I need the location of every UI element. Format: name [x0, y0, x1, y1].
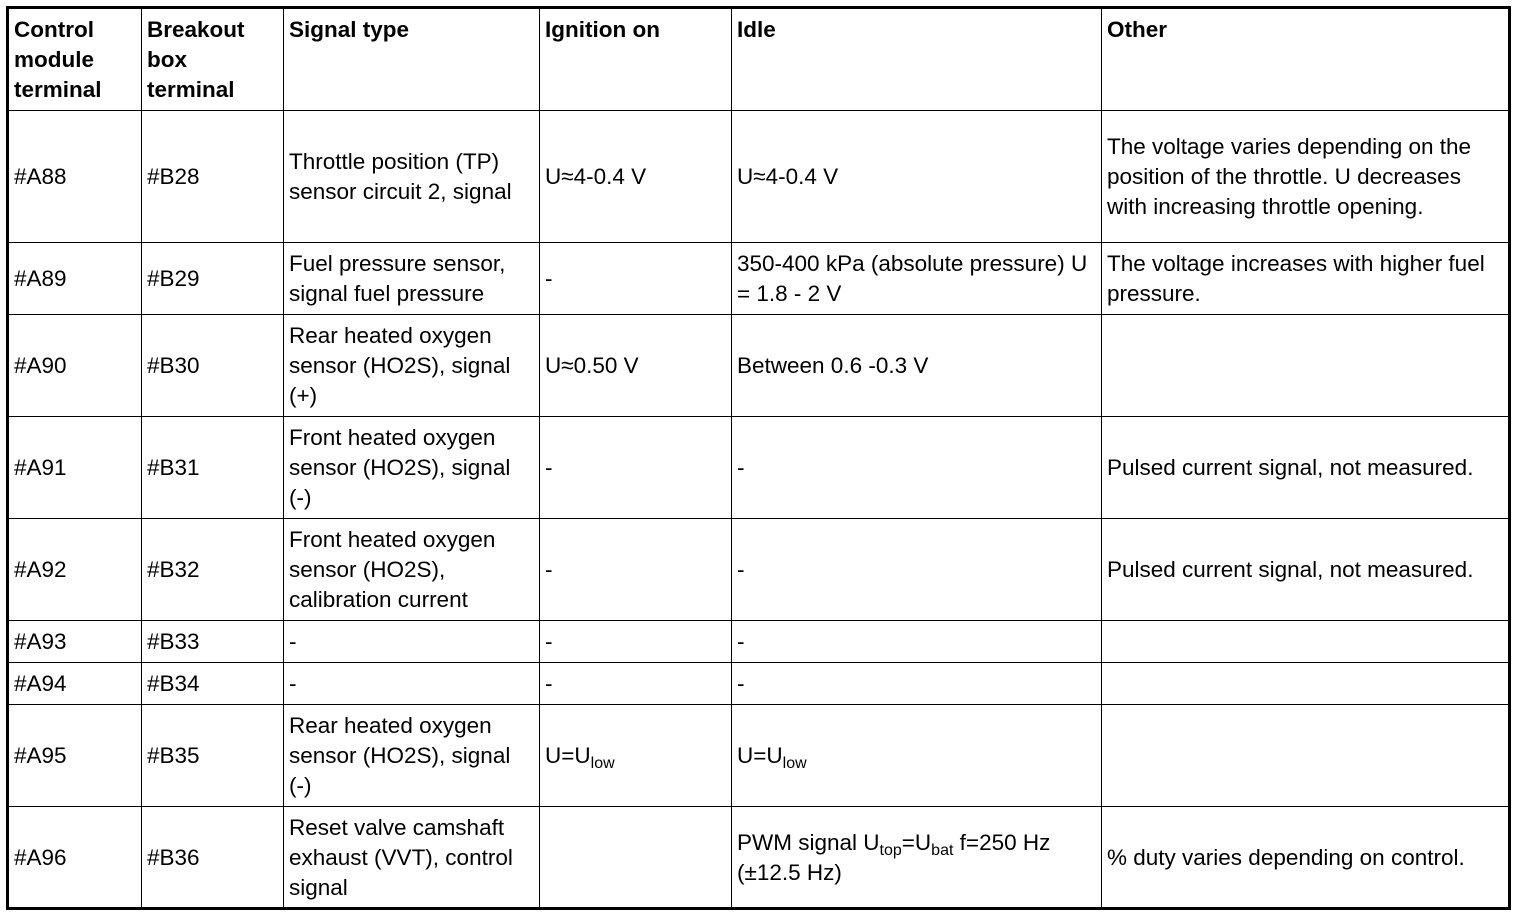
idle-cell: -: [732, 663, 1102, 705]
table-row: [8, 519, 1510, 621]
table-row: [8, 663, 1510, 705]
other-cell: The voltage increases with higher fuel pressure.: [1102, 243, 1510, 315]
table-row: [8, 807, 1510, 909]
table-row: [8, 705, 1510, 807]
table-row: [8, 243, 1510, 315]
idle-value-text: f=250 Hz (±12.5 Hz): [737, 829, 1051, 885]
ignition-on-cell: -: [540, 519, 732, 621]
idle-value-text: U=U: [737, 743, 783, 768]
terminal-signal-table: [6, 6, 1511, 910]
signal-type-cell: Front heated oxygen sensor (HO2S), calibration current: [284, 519, 540, 621]
breakout-box-terminal-cell: #B33: [142, 621, 284, 663]
ignition-on-cell: U≈0.50 V: [540, 315, 732, 417]
other-cell: [1102, 705, 1510, 807]
breakout-box-terminal-cell: #B34: [142, 663, 284, 705]
terminal-signal-table-wrapper: [6, 6, 1511, 910]
idle-cell: -: [732, 621, 1102, 663]
idle-value-text: =U: [901, 829, 932, 855]
signal-type-cell: Rear heated oxygen sensor (HO2S), signal (-): [284, 705, 540, 807]
signal-type-cell: Reset valve camshaft exhaust (VVT), control signal: [284, 807, 540, 909]
idle-value-subscript: bat: [931, 841, 954, 859]
idle-cell: -: [732, 519, 1102, 621]
idle-value-subscript: low: [782, 755, 807, 772]
table-row: [8, 315, 1510, 417]
column-header-other: Other: [1102, 8, 1510, 111]
control-module-terminal-cell: #A94: [8, 663, 142, 705]
ignition-on-cell: -: [540, 663, 732, 705]
signal-type-cell: Rear heated oxygen sensor (HO2S), signal (+): [284, 315, 540, 417]
signal-type-cell: -: [284, 663, 540, 705]
other-cell: Pulsed current signal, not measured.: [1102, 519, 1510, 621]
control-module-terminal-cell: #A89: [8, 243, 142, 315]
breakout-box-terminal-cell: #B30: [142, 315, 284, 417]
idle-cell: [732, 807, 1102, 909]
signal-type-cell: Fuel pressure sensor, signal fuel pressure: [284, 243, 540, 315]
table-header-row: [8, 8, 1510, 111]
control-module-terminal-cell: #A92: [8, 519, 142, 621]
control-module-terminal-cell: #A91: [8, 417, 142, 519]
control-module-terminal-cell: #A95: [8, 705, 142, 807]
breakout-box-terminal-cell: #B31: [142, 417, 284, 519]
control-module-terminal-cell: #A93: [8, 621, 142, 663]
ignition-value-text: U=U: [545, 743, 591, 768]
column-header-ignition-on: Ignition on: [540, 8, 732, 111]
idle-value-subscript: top: [879, 841, 902, 859]
idle-cell: -: [732, 417, 1102, 519]
column-header-idle: Idle: [732, 8, 1102, 111]
idle-value-text: PWM signal U: [737, 829, 880, 855]
breakout-box-terminal-cell: #B36: [142, 807, 284, 909]
breakout-box-terminal-cell: #B29: [142, 243, 284, 315]
ignition-on-cell: [540, 705, 732, 807]
other-cell: The voltage varies depending on the position of the throttle. U decreases with increasing throttle opening.: [1102, 111, 1510, 243]
breakout-box-terminal-cell: #B28: [142, 111, 284, 243]
table-row: [8, 621, 1510, 663]
idle-cell: 350-400 kPa (absolute pressure) U = 1.8 - 2 V: [732, 243, 1102, 315]
other-cell: [1102, 663, 1510, 705]
ignition-on-cell: -: [540, 621, 732, 663]
column-header-control-module-terminal: Control module terminal: [8, 8, 142, 111]
control-module-terminal-cell: #A96: [8, 807, 142, 909]
ignition-on-cell: U≈4-0.4 V: [540, 111, 732, 243]
breakout-box-terminal-cell: #B32: [142, 519, 284, 621]
other-cell: [1102, 315, 1510, 417]
signal-type-cell: -: [284, 621, 540, 663]
ignition-on-cell: -: [540, 417, 732, 519]
table-row: [8, 417, 1510, 519]
ignition-value-subscript: low: [590, 755, 615, 772]
signal-type-cell: Throttle position (TP) sensor circuit 2, signal: [284, 111, 540, 243]
idle-cell: [732, 705, 1102, 807]
idle-cell: U≈4-0.4 V: [732, 111, 1102, 243]
column-header-breakout-box-terminal: Breakout box terminal: [142, 8, 284, 111]
signal-type-cell: Front heated oxygen sensor (HO2S), signal (-): [284, 417, 540, 519]
control-module-terminal-cell: #A90: [8, 315, 142, 417]
other-cell: [1102, 621, 1510, 663]
idle-cell: Between 0.6 -0.3 V: [732, 315, 1102, 417]
breakout-box-terminal-cell: #B35: [142, 705, 284, 807]
other-cell: Pulsed current signal, not measured.: [1102, 417, 1510, 519]
column-header-signal-type: Signal type: [284, 8, 540, 111]
other-cell: % duty varies depending on control.: [1102, 807, 1510, 909]
ignition-on-cell: [540, 807, 732, 909]
table-row: [8, 111, 1510, 243]
control-module-terminal-cell: #A88: [8, 111, 142, 243]
ignition-on-cell: -: [540, 243, 732, 315]
